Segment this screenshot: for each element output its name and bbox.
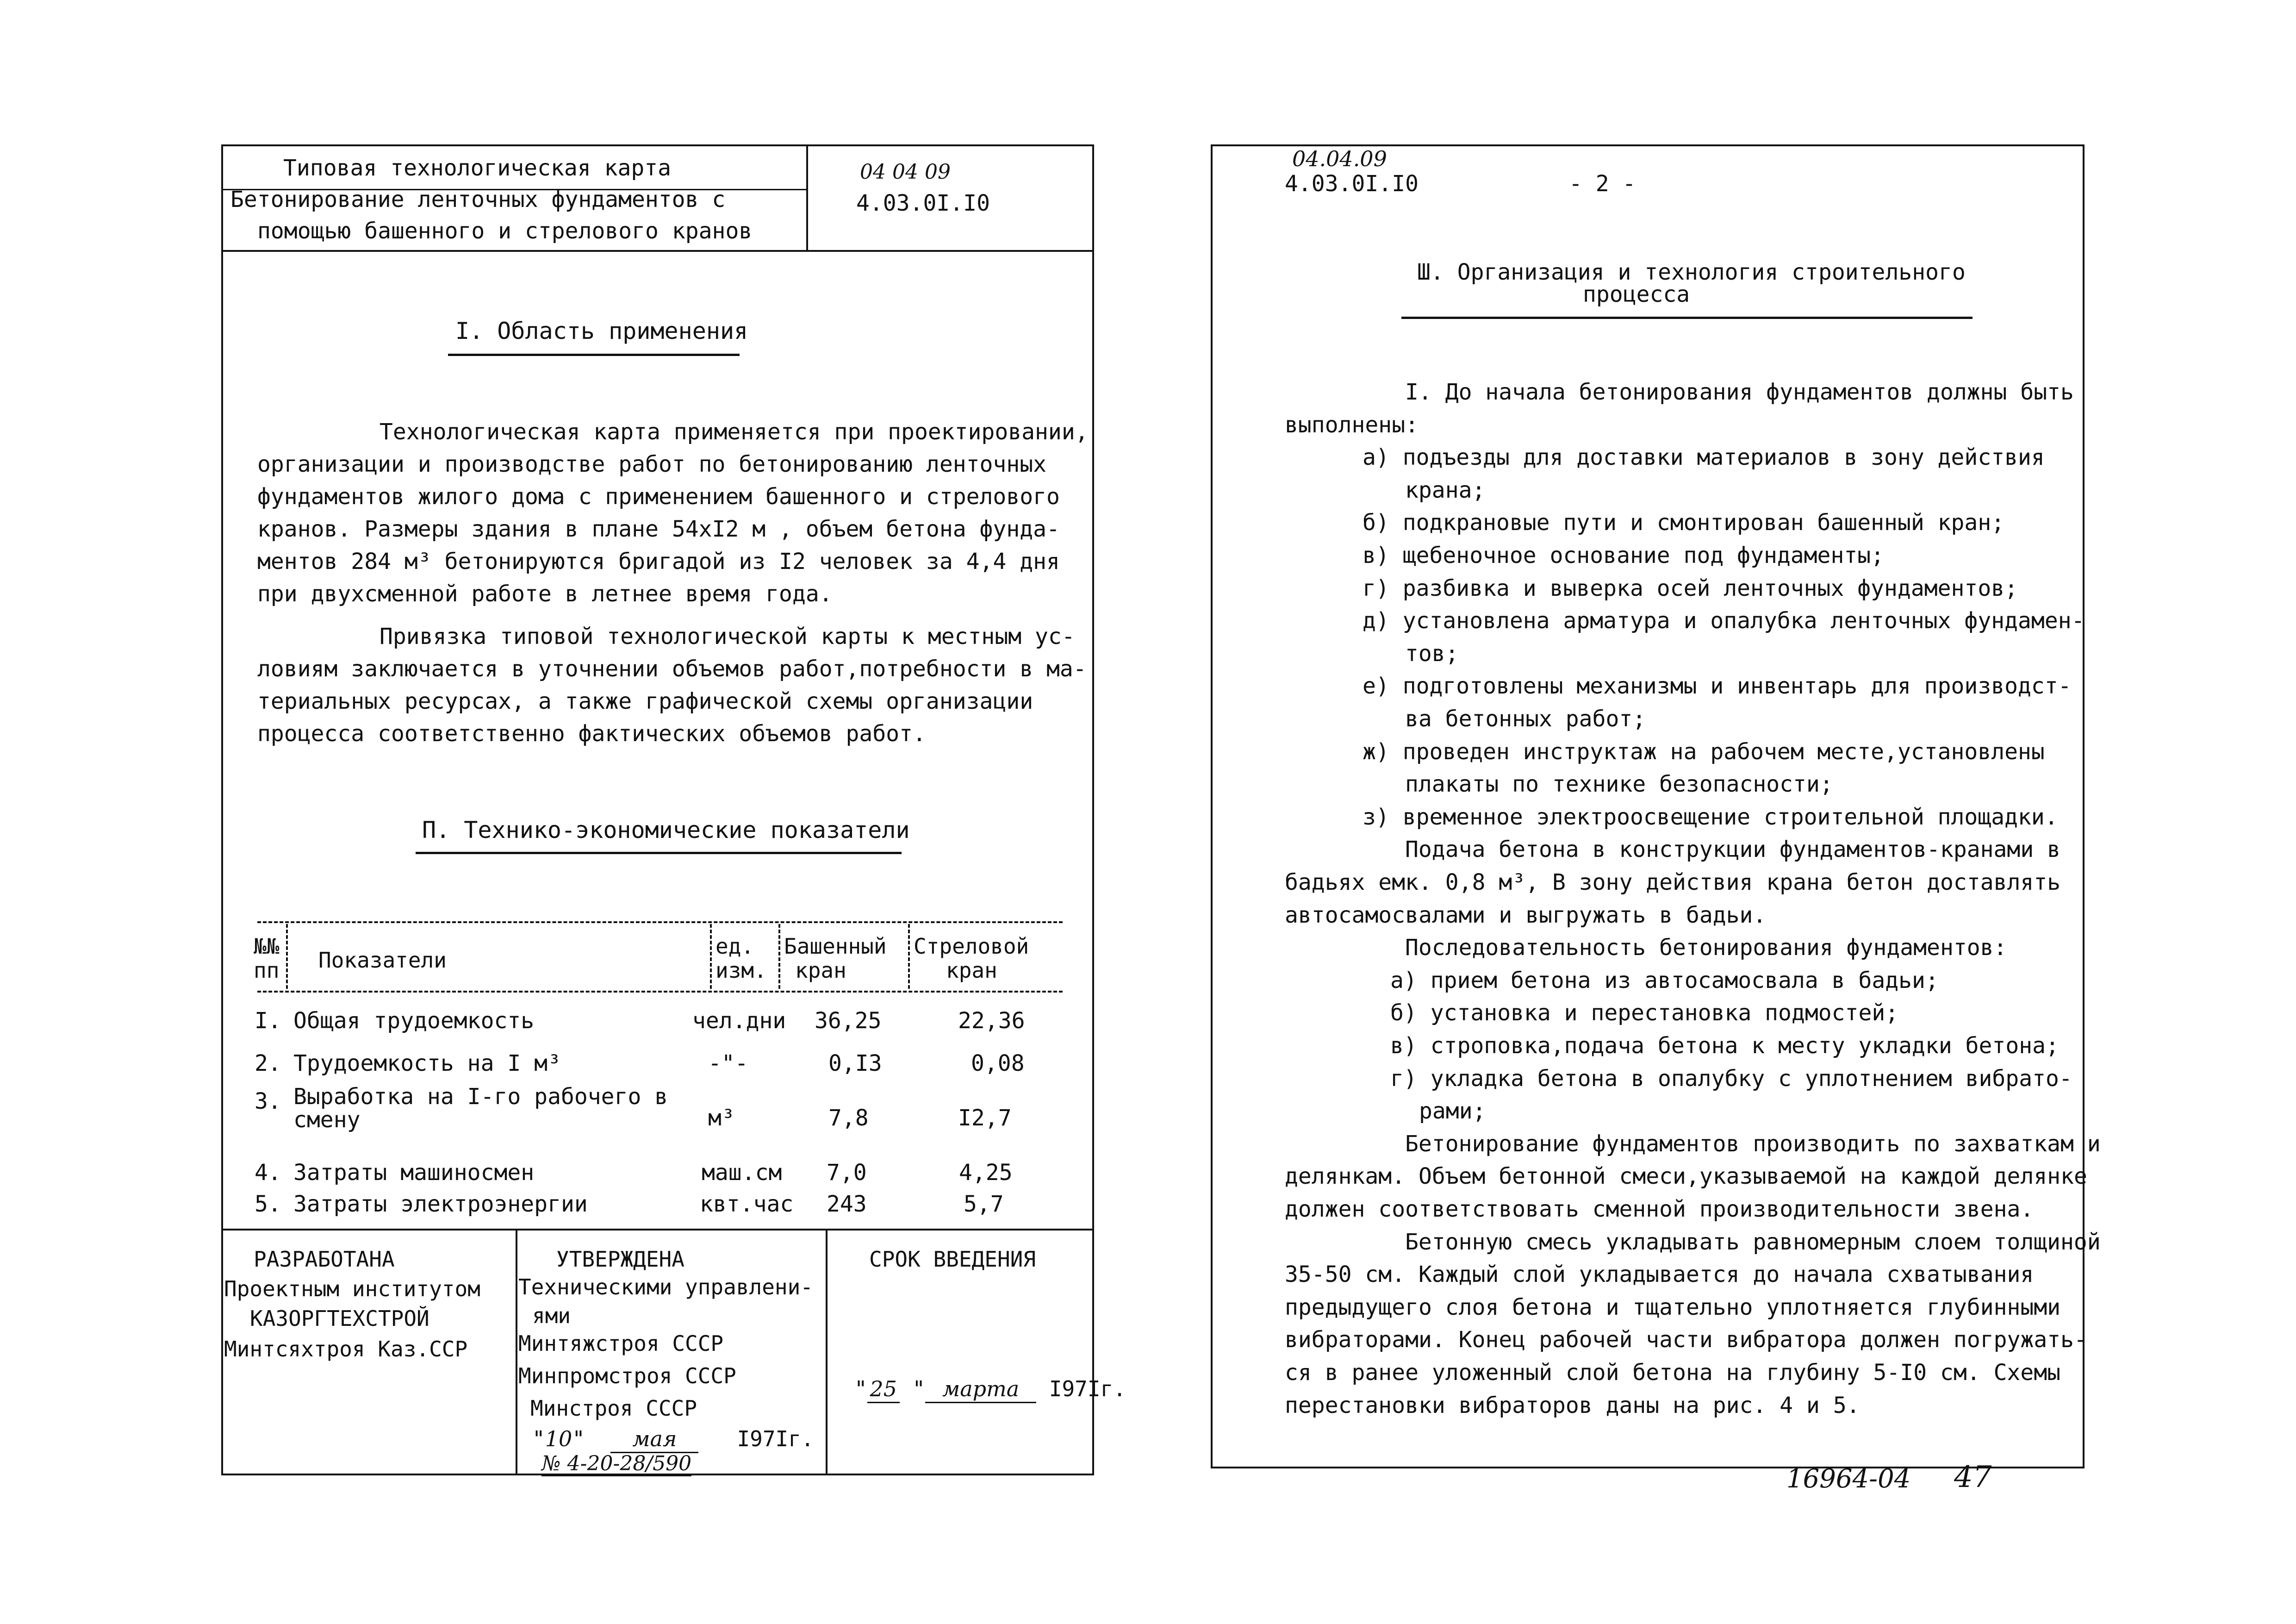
th-tower-2: кран	[795, 958, 846, 983]
approved-title: УТВЕРЖДЕНА	[556, 1247, 684, 1272]
section1-heading: I. Область применения	[455, 318, 748, 344]
text-line: б) подкрановые пути и смонтирован башенный кран;	[1363, 510, 2005, 536]
text-line: фундаментов жилого дома с применением башенного и стрелового	[257, 484, 1060, 510]
section1-underline	[448, 354, 740, 356]
right-code: 4.03.0I.I0	[1285, 171, 1419, 197]
approved-line: ями	[532, 1303, 571, 1328]
cell-tower: 243	[827, 1191, 867, 1217]
text-line: Бетонирование фундаментов производить по захваткам и	[1405, 1131, 2101, 1157]
intro-year: I97Iг.	[1049, 1376, 1126, 1401]
cell-name: Трудоемкость на I м³	[293, 1050, 561, 1076]
text-line: ловиям заключается в уточнении объемов работ,потребности в ма-	[257, 656, 1087, 682]
cell-jib: I2,7	[958, 1105, 1012, 1131]
doc-title-line1: Типовая технологическая карта	[283, 155, 672, 181]
text-line: крана;	[1405, 477, 1486, 503]
cell-num: 5.	[255, 1191, 281, 1217]
right-frame-bottom	[1211, 1467, 2084, 1468]
table-header-rule	[257, 991, 1063, 993]
approved-line: Минстроя СССР	[530, 1396, 697, 1421]
approved-line: Минпромстроя СССР	[518, 1363, 736, 1388]
cell-jib: 22,36	[958, 1008, 1025, 1034]
th-tower-1: Башенный	[784, 934, 887, 959]
text-line: ментов 284 м³ бетонируются бригадой из I2 человек за 4,4 дня	[257, 549, 1060, 575]
doc-title-line3: помощью башенного и стрелового кранов	[257, 218, 753, 244]
text-line: тов;	[1405, 641, 1459, 667]
section3-underline	[1401, 317, 1972, 319]
text-line: организации и производстве работ по бетонированию ленточных	[257, 451, 1047, 477]
cell-name: Общая трудоемкость	[293, 1008, 535, 1034]
footer-divider-1	[516, 1229, 517, 1474]
approved-day: 10	[545, 1426, 572, 1451]
th-num-2: пп	[254, 958, 280, 983]
doc-code-handwritten: 04 04 09	[860, 160, 951, 184]
page-number: - 2 -	[1569, 171, 1636, 197]
developed-line: Минтсяхтроя Каз.ССР	[224, 1337, 468, 1362]
th-indicator: Показатели	[318, 948, 447, 973]
col-sep	[908, 924, 910, 989]
approved-number: № 4-20-28/590	[541, 1452, 692, 1475]
cell-num: I.	[255, 1008, 281, 1034]
th-num-1: №№	[254, 934, 280, 959]
text-line: при двухсменной работе в летнее время года.	[257, 581, 833, 607]
right-frame-right	[2083, 144, 2084, 1468]
approved-year: I97Iг.	[737, 1426, 814, 1451]
cell-tower: 36,25	[815, 1008, 882, 1034]
cell-num: 3.	[255, 1088, 281, 1114]
text-line: е) подготовлены механизмы и инвентарь для производст-	[1363, 673, 2072, 699]
left-frame-left	[221, 144, 223, 1475]
intro-day: 25	[867, 1376, 900, 1403]
text-line: а) подъезды для доставки материалов в зону действия	[1363, 444, 2045, 470]
section2-heading: П. Технико-экономические показатели	[422, 817, 910, 843]
text-line: делянкам. Объем бетонной смеси,указываемой на каждой делянке	[1285, 1163, 2087, 1189]
cell-name: Выработка на I-го рабочего в	[293, 1084, 668, 1110]
right-frame-left	[1211, 144, 1213, 1468]
text-line: Подача бетона в конструкции фундаментов-кранами в	[1405, 837, 2061, 862]
cell-tower: 7,0	[827, 1160, 867, 1186]
text-line: д) установлена арматура и опалубка ленточных фундамен-	[1363, 608, 2085, 634]
section3-heading-line2: процесса	[1583, 281, 1690, 307]
cell-tower: 0,I3	[828, 1050, 882, 1076]
text-line: I. До начала бетонирования фундаментов должны быть	[1405, 379, 2074, 405]
th-jib-1: Стреловой	[914, 934, 1029, 959]
text-line: вибраторами. Конец рабочей части вибратора должен погружать-	[1285, 1327, 2087, 1353]
text-line: териальных ресурсах, а также графической схемы организации	[257, 688, 1033, 714]
right-code-handwritten: 04.04.09	[1292, 146, 1387, 171]
cell-jib: 4,25	[959, 1160, 1013, 1186]
section2-underline	[416, 852, 902, 854]
th-unit-1: ед.	[716, 934, 754, 959]
cell-name-cont: смену	[293, 1107, 361, 1133]
text-line: г) укладка бетона в опалубку с уплотнением вибрато-	[1390, 1066, 2072, 1092]
text-line: Бетонную смесь укладывать равномерным слоем толщиной	[1405, 1229, 2101, 1255]
th-jib-2: кран	[946, 958, 997, 983]
text-line: автосамосвалами и выгружать в бадьи.	[1285, 902, 1767, 928]
footer-top	[221, 1229, 1094, 1230]
cell-unit: маш.см	[702, 1160, 782, 1186]
text-line: перестановки вибраторов даны на рис. 4 и 5.	[1285, 1393, 1860, 1418]
left-frame-right	[1092, 144, 1094, 1475]
text-line: выполнены:	[1285, 412, 1419, 438]
cell-jib: 5,7	[964, 1191, 1004, 1217]
cell-name: Затраты электроэнергии	[293, 1191, 588, 1217]
footer-page: 47	[1954, 1460, 1992, 1494]
text-line: рами;	[1419, 1098, 1486, 1124]
text-line: в) строповка,подача бетона к месту укладки бетона;	[1390, 1033, 2059, 1059]
text-line: ж) проведен инструктаж на рабочем месте,установлены	[1363, 739, 2045, 765]
intro-month: марта	[925, 1376, 1036, 1403]
developed-title: РАЗРАБОТАНА	[254, 1247, 395, 1272]
approved-line: Техническими управлени-	[518, 1274, 813, 1299]
cell-jib: 0,08	[971, 1050, 1025, 1076]
col-sep	[286, 924, 288, 989]
header-bottom	[221, 250, 1094, 252]
text-line: 35-50 см. Каждый слой укладывается до начала схватывания	[1285, 1262, 2034, 1287]
text-line: Технологическая карта применяется при проектировании,	[380, 419, 1089, 445]
left-frame-top	[221, 144, 1094, 146]
table-top-rule	[257, 921, 1063, 923]
cell-unit: чел.дни	[692, 1008, 786, 1034]
doc-title-line2: Бетонирование ленточных фундаментов с	[230, 187, 726, 212]
text-line: ва бетонных работ;	[1405, 706, 1646, 732]
section3-heading-line1: Ш. Организация и технология строительного	[1417, 259, 1966, 285]
col-sep	[710, 924, 712, 989]
cell-unit: м³	[708, 1105, 735, 1131]
text-line: кранов. Размеры здания в плане 54хI2 м , объем бетона фунда-	[257, 516, 1060, 542]
header-code-divider	[806, 144, 808, 251]
doc-code: 4.03.0I.I0	[856, 190, 990, 216]
text-line: плакаты по технике безопасности;	[1405, 771, 1833, 797]
text-line: процесса соответственно фактических объемов работ.	[257, 721, 926, 747]
text-line: предыдущего слоя бетона и тщательно уплотняется глубинными	[1285, 1294, 2061, 1320]
developed-line: КАЗОРГТЕХСТРОЙ	[250, 1306, 429, 1331]
text-line: а) прием бетона из автосамосвала в бадьи;	[1390, 968, 1939, 993]
col-sep	[778, 924, 780, 989]
text-line: з) временное электроосвещение строительной площадки.	[1363, 804, 2058, 830]
intro-date: " 25 " марта I97Iг.	[854, 1376, 1126, 1403]
text-line: ся в ранее уложенный слой бетона на глубину 5-I0 см. Схемы	[1285, 1360, 2061, 1386]
footer-code: 16964-04	[1786, 1464, 1911, 1494]
intro-title: СРОК ВВЕДЕНИЯ	[869, 1247, 1036, 1272]
approved-month: мая	[610, 1426, 698, 1453]
cell-tower: 7,8	[828, 1105, 869, 1131]
cell-unit: -"-	[708, 1050, 748, 1076]
text-line: Последовательность бетонирования фундаментов:	[1405, 935, 2007, 961]
approved-line: Минтяжстроя СССР	[518, 1331, 724, 1356]
text-line: г) разбивка и выверка осей ленточных фундаментов;	[1363, 575, 2018, 601]
developed-line: Проектным институтом	[224, 1276, 480, 1301]
text-line: в) щебеночное основание под фундаменты;	[1363, 543, 1885, 568]
text-line: должен соответствовать сменной производительности звена.	[1285, 1196, 2034, 1222]
footer-divider-2	[826, 1229, 828, 1474]
cell-name: Затраты машиносмен	[293, 1160, 535, 1186]
text-line: б) установка и перестановка подмостей;	[1390, 1000, 1899, 1026]
cell-num: 4.	[255, 1160, 281, 1186]
cell-num: 2.	[255, 1050, 281, 1076]
text-line: бадьях емк. 0,8 м³, В зону действия крана бетон доставлять	[1285, 869, 2061, 895]
cell-unit: квт.час	[700, 1191, 794, 1217]
approved-date: "10" мая I97Iг.	[532, 1426, 814, 1453]
text-line: Привязка типовой технологической карты к местным ус-	[380, 624, 1075, 650]
th-unit-2: изм.	[716, 958, 767, 983]
